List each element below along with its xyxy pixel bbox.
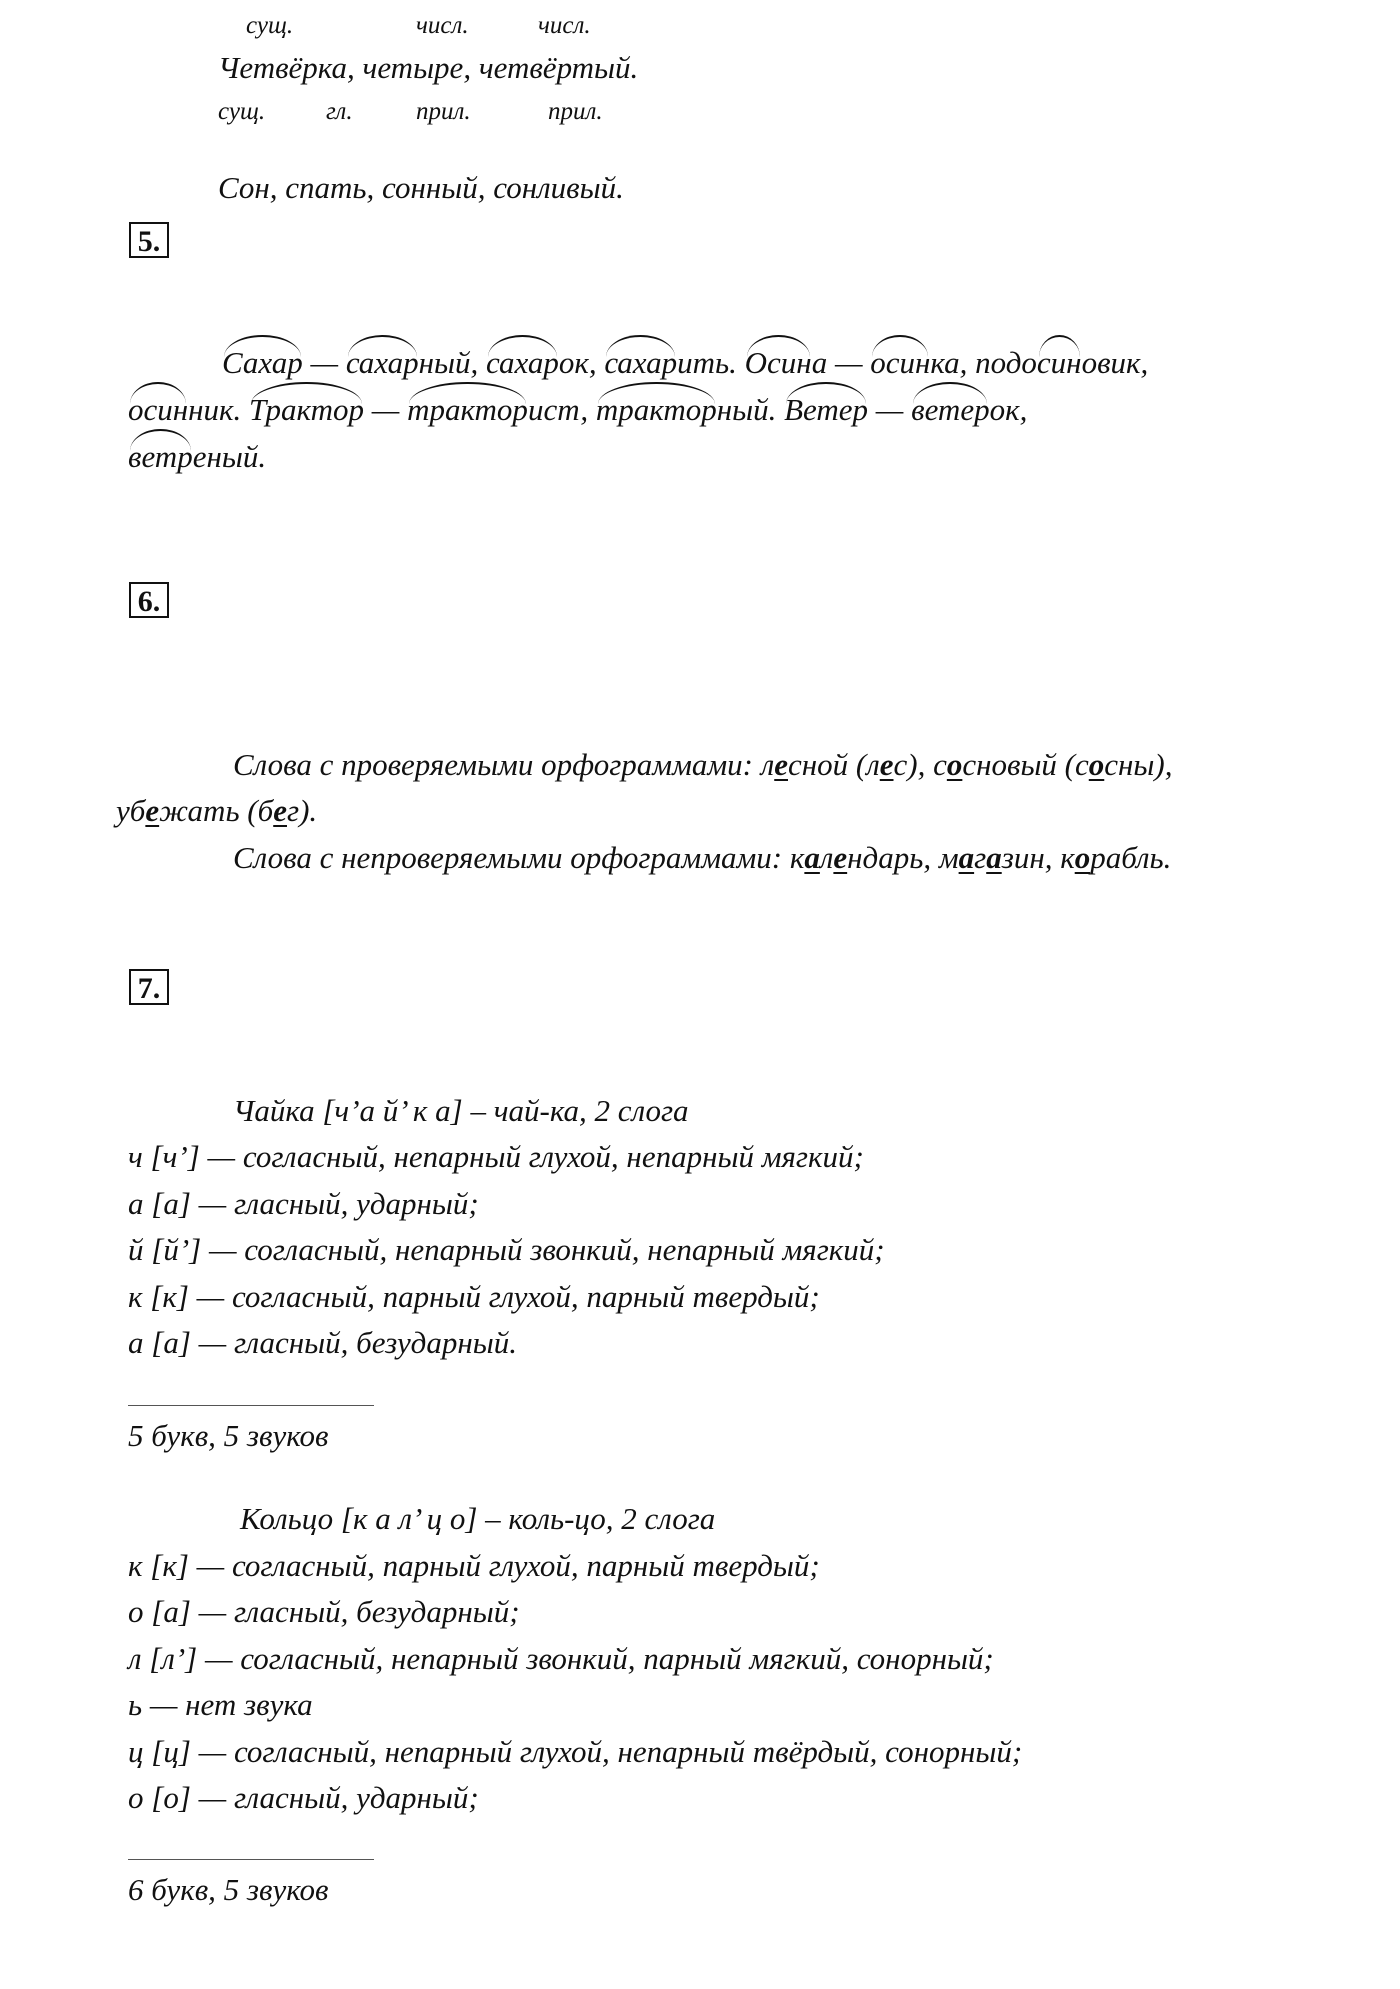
sound-line: к [к] — согласный, парный глухой, парный твердый;: [128, 1279, 820, 1314]
root-text: трактор: [407, 392, 528, 427]
word-root: [486, 345, 559, 381]
roots-line-1: [222, 345, 1148, 381]
root-arc-mark: [913, 382, 987, 404]
text-segment: зин, к: [1001, 840, 1075, 875]
root-text: осин: [128, 392, 189, 427]
word-rest: —: [302, 345, 346, 380]
word-root: [128, 439, 193, 475]
text-segment: сной (л: [788, 747, 880, 782]
word-rest: ный,: [418, 345, 487, 380]
spelling-vowel: е: [833, 840, 848, 875]
word-rest: овик,: [1081, 345, 1149, 380]
root-arc-mark: [1039, 335, 1080, 357]
word-root: [596, 392, 717, 428]
pos-label: прил.: [416, 98, 471, 125]
root-arc-mark: [130, 429, 191, 451]
word-root: [745, 345, 812, 381]
word-rest: —: [363, 392, 408, 427]
spelling-vowel: е: [145, 793, 160, 828]
pos-label: гл.: [326, 98, 353, 125]
word-root: [1037, 345, 1082, 381]
text-segment: жать (б: [159, 793, 274, 828]
root-text: сахар: [486, 345, 559, 380]
word-root: [604, 345, 677, 381]
sound-line: ц [ц] — согласный, непарный глухой, непарный твёрдый, сонорный;: [128, 1734, 1023, 1769]
root-text: Трактор: [249, 392, 364, 427]
text-segment: г: [974, 840, 987, 875]
word-root: [346, 345, 419, 381]
word-analysis-title: Чайка [ч’а й’ к а] – чай-ка, 2 слога: [233, 1093, 689, 1128]
roots-line-3: [128, 439, 266, 475]
spelling-vowel: а: [958, 840, 975, 875]
sound-line: к [к] — согласный, парный глухой, парный твердый;: [128, 1548, 820, 1583]
pos-label: прил.: [548, 98, 603, 125]
spelling-vowel: о: [1088, 747, 1105, 782]
word-rest: ный.: [716, 392, 785, 427]
root-arc-mark: [606, 335, 675, 357]
word-row: Сон, спать, сонный, сонливый.: [218, 170, 624, 205]
text-segment: Слова с непроверяемыми орфограммами: к: [233, 840, 805, 875]
word-analysis-title: Кольцо [к а л’ ц о] – коль-цо, 2 слога: [240, 1501, 716, 1536]
text-segment: ндарь, м: [847, 840, 959, 875]
pos-label: сущ.: [246, 12, 294, 39]
root-arc-mark: [872, 335, 928, 357]
sound-line: о [а] — гласный, безударный;: [128, 1594, 520, 1629]
root-text: Сахар: [222, 345, 303, 380]
spelling-vowel: о: [946, 747, 963, 782]
text-segment: сны),: [1104, 747, 1173, 782]
sound-line: й [й’] — согласный, непарный звонкий, непарный мягкий;: [128, 1232, 885, 1267]
root-text: син: [1036, 345, 1082, 380]
word-rest: ист,: [527, 392, 596, 427]
sound-line: а [а] — гласный, безударный.: [128, 1325, 517, 1360]
word-rest: ок,: [989, 392, 1028, 427]
text-segment: рабль.: [1090, 840, 1172, 875]
uncheckable-spellings-line: [233, 840, 1171, 876]
task-number-7: 7.: [129, 969, 169, 1005]
root-arc-mark: [224, 335, 301, 357]
root-arc-mark: [488, 335, 557, 357]
text-segment: сновый (с: [962, 747, 1089, 782]
spelling-vowel: а: [804, 840, 820, 875]
word-rest: а —: [811, 345, 871, 380]
root-arc-mark: [409, 382, 526, 404]
text-segment: уб: [116, 793, 146, 828]
root-text: Ветер: [784, 392, 869, 427]
sound-line: ь — нет звука: [128, 1687, 313, 1722]
checkable-spellings-line-2: [116, 793, 317, 829]
root-text: сахар: [604, 345, 678, 380]
pos-label: сущ.: [218, 98, 266, 125]
sound-line: л [л’] — согласный, непарный звонкий, парный мягкий, сонорный;: [128, 1641, 994, 1676]
sound-line: ч [ч’] — согласный, непарный глухой, непарный мягкий;: [128, 1139, 864, 1174]
spelling-vowel: а: [986, 840, 1002, 875]
word-row: Четвёрка, четыре, четвёртый.: [218, 50, 639, 85]
word-root: [784, 392, 868, 428]
root-text: ветер: [911, 392, 990, 427]
text-segment: с), с: [893, 747, 947, 782]
root-arc-mark: [786, 382, 866, 404]
root-text: трактор: [595, 392, 717, 427]
summary-rule: [128, 1405, 374, 1406]
root-arc-mark: [598, 382, 715, 404]
checkable-spellings-line-1: [233, 747, 1172, 783]
task-number-5: 5.: [129, 222, 169, 258]
letters-sounds-summary: 5 букв, 5 звуков: [128, 1418, 329, 1453]
root-arc-mark: [747, 335, 810, 357]
word-root: [911, 392, 989, 428]
pos-label: числ.: [416, 12, 469, 39]
spelling-vowel: е: [273, 793, 287, 828]
root-arc-mark: [251, 382, 362, 404]
sound-line: а [а] — гласный, ударный;: [128, 1186, 479, 1221]
root-text: сахар: [345, 345, 419, 380]
summary-rule: [128, 1859, 374, 1860]
word-root: [407, 392, 528, 428]
text-segment: л: [819, 840, 834, 875]
word-root: [249, 392, 364, 428]
letters-sounds-summary: 6 букв, 5 звуков: [128, 1872, 329, 1907]
word-rest: ок,: [558, 345, 605, 380]
text-segment: г).: [286, 793, 318, 828]
root-arc-mark: [130, 382, 186, 404]
word-root: [128, 392, 188, 428]
root-text: Осин: [744, 345, 812, 380]
spelling-vowel: е: [774, 747, 788, 782]
spelling-vowel: о: [1074, 840, 1091, 875]
root-text: осин: [870, 345, 931, 380]
word-rest: ка,: [930, 345, 976, 380]
word-prefix: подо: [975, 345, 1037, 380]
word-root: [222, 345, 303, 381]
pos-label: числ.: [538, 12, 591, 39]
task-number-6: 6.: [129, 582, 169, 618]
word-rest: ник.: [188, 392, 250, 427]
word-rest: еный.: [192, 439, 267, 474]
text-segment: Слова с проверяемыми орфограммами: л: [233, 747, 775, 782]
root-arc-mark: [348, 335, 417, 357]
word-rest: —: [868, 392, 912, 427]
word-rest: ить.: [677, 345, 745, 380]
spelling-vowel: е: [879, 747, 894, 782]
root-text: ветр: [128, 439, 193, 474]
roots-line-2: [128, 392, 1027, 428]
word-root: [870, 345, 930, 381]
sound-line: о [о] — гласный, ударный;: [128, 1780, 479, 1815]
